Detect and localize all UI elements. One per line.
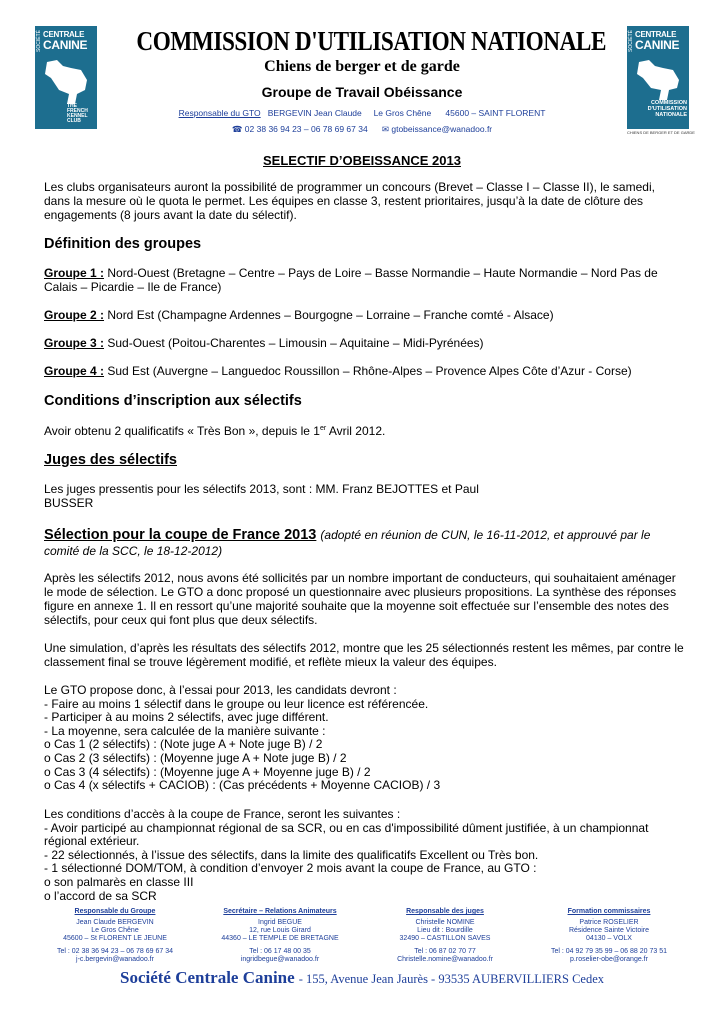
responsible-place: Le Gros Chêne	[373, 108, 432, 118]
dog-silhouette-icon	[633, 60, 683, 100]
footer-contact-secretary: Secrétaire – Relations Animateurs Ingrid BEGUE 12, rue Louis Girard 44360 – LE TEMPLE DE BRETAGNE Tel : 06 17 48 00 35 ingridbegue@wanadoo.fr	[195, 908, 365, 964]
header-subtitle: Chiens de berger et de garde	[264, 58, 460, 75]
logo-cun-text: COMMISSION D'UTILISATION NATIONALE	[647, 100, 687, 118]
logo-brand: CENTRALE CANINE	[43, 30, 88, 52]
group-3-line	[44, 336, 684, 350]
section-selection-title: Sélection pour la coupe de France 2013 (adopté en réunion de CUN, le 16-11-2012, et approuvé par le	[44, 527, 651, 543]
group-3-label: Groupe 3 :	[44, 336, 105, 350]
header-contact	[100, 124, 624, 135]
logo-subtitle: CHIENS DE BERGER ET DE GARDE	[627, 130, 695, 135]
intro-paragraph: Les clubs organisateurs auront la possibilité de programmer un concours (Brevet – Classe I – Classe II), le samedi, dans la mesure où le quota le permet. Les équipes en classe 3, restent prioritaires, jusqu’à la date de clôture des engagements (8 jours avant la date du sélectif).	[44, 180, 655, 222]
header-responsible	[100, 108, 624, 118]
group-4-line	[44, 364, 684, 378]
selection-note: (adopté en réunion de CUN, le 16-11-2012, et approuvé par le	[320, 528, 651, 542]
group-1-text: Nord-Ouest (Bretagne – Centre – Pays de Loire – Basse Normandie – Haute Normandie – Nord Pas de Calais – Picardie – Ile de France)	[44, 266, 658, 294]
email-link[interactable]: ✉ gtobeissance@wanadoo.fr	[381, 124, 493, 134]
responsible-label: Responsable du GTO	[178, 108, 261, 118]
group-2-text: Nord Est (Champagne Ardennes – Bourgogne – Lorraine – Franche comté - Alsace)	[104, 308, 554, 322]
responsible-name: BERGEVIN Jean Claude	[267, 108, 362, 118]
section-definition-title: Définition des groupes	[44, 236, 202, 252]
footer-contact-training: Formation commissaires Patrice ROSELIER Résidence Sainte Victoire 04130 – VOLX Tel : 04 92 79 35 99 – 06 88 20 73 51 p.roselier-obe@orange.fr	[524, 908, 694, 964]
section-conditions-title: Conditions d’inscription aux sélectifs	[44, 393, 302, 409]
judges-text: Les juges pressentis pour les sélectifs 2013, sont : MM. Franz BEJOTTES et Paul BUSSER	[44, 482, 479, 510]
access-conditions-list: Les conditions d’accès à la coupe de France, seront les suivantes : - Avoir participé au championnat régional de sa SCR, ou en cas d'impossibilité dûment justifiée, à un championnat régional extérieur. - 22 sélectionnés, à l’issue des sélectifs, dans la limite des qualificatifs Excellent ou Très bon. - 1 sélectionné DOM/TOM, à condition d’envoyer 2 mois avant la coupe de France, au GTO : o son palmarès en classe III o l’accord de sa SCR	[44, 807, 649, 903]
selection-note-continued: comité de la SCC, le 18-12-2012)	[44, 544, 223, 558]
footer-email-link[interactable]: p.roselier-obe@orange.fr	[570, 956, 648, 963]
responsible-city: 45600 – SAINT FLORENT	[445, 108, 546, 118]
footer-contact-judges: Responsable des juges Christelle NOMINE Lieu dit : Bourdille 32490 – CASTILLON SAVES Tel : 06 87 02 70 77 Christelle.nomine@wanadoo.fr	[360, 908, 530, 964]
group-1-line	[44, 266, 684, 294]
logo-club-text: THE FRENCH KENNEL CLUB	[67, 103, 88, 124]
group-2-label: Groupe 2 :	[44, 308, 105, 322]
header-title: COMMISSION D'UTILISATION NATIONALE	[136, 26, 607, 56]
header-group: Groupe de Travail Obéissance	[261, 84, 463, 100]
proposal-list: Le GTO propose donc, à l’essai pour 2013, les candidats devront : - Faire au moins 1 sélectif dans le groupe ou leur licence est référencée. - Participer à au moins 2 sélectifs, avec juge différent. - La moyenne, sera calculée de la manière suivante : o Cas 1 (2 sélectifs) : (Note juge A + Note juge B) / 2 o Cas 2 (3 sélectifs) : (Moyenne juge A + Note juge B) / 2 o Cas 3 (4 sélectifs) : (Moyenne juge A + Moyenne juge B) / 2 o Cas 4 (x sélectifs + CACIOB) : (Cas précédents + Moyenne CACIOB) / 3	[44, 683, 441, 793]
group-1-label: Groupe 1 :	[44, 266, 105, 280]
paragraph-simulation: Une simulation, d’après les résultats des sélectifs 2012, montre que les 25 sélectionnés restent les mêmes, par contre le classement final se trouve légèrement modifié, et reflète mieux la valeur des équipes.	[44, 641, 684, 669]
group-2-line	[44, 308, 684, 322]
scc-logo-left	[35, 26, 97, 132]
phone-text: ☎ 02 38 36 94 23 – 06 78 69 67 34	[231, 124, 368, 134]
group-4-text: Sud Est (Auvergne – Languedoc Roussillon – Rhône-Alpes – Provence Alpes Côte d’Azur - Corse)	[104, 364, 632, 378]
logo-brand: CENTRALE CANINE	[635, 30, 680, 52]
society-address: - 155, Avenue Jean Jaurès - 93535 AUBERVILLIERS Cedex	[298, 972, 604, 986]
group-4-label: Groupe 4 :	[44, 364, 105, 378]
footer-society-address	[100, 968, 624, 988]
section-judges-title: Juges des sélectifs	[44, 452, 177, 468]
logo-vertical-text: SOCIÉTÉ	[36, 30, 42, 52]
footer-contact-responsible: Responsable du Groupe Jean Claude BERGEVIN Le Gros Chêne 45600 – St FLORENT LE JEUNE Tel : 02 38 36 94 23 – 06 78 69 67 34 j-c.bergevin@wanadoo.fr	[30, 908, 200, 964]
footer-email-link[interactable]: ingridbegue@wanadoo.fr	[240, 956, 320, 963]
group-3-text: Sud-Ouest (Poitou-Charentes – Limousin – Aquitaine – Midi-Pyrénées)	[104, 336, 484, 350]
footer-email-link[interactable]: j-c.bergevin@wanadoo.fr	[76, 956, 154, 963]
paragraph-after-selectifs: Après les sélectifs 2012, nous avons été sollicités par un nombre important de conducteurs, qui souhaitaient aménager le mode de sélection. Le GTO a donc proposé un questionnaire avec plusieurs propositions. La synthèse des réponses figure en annexe 1. Il en ressort qu’une majorité souhaite que la moyenne soit effectuée sur l’ensemble des notes des sélectifs, pour ceux qui font plus que deux sélectifs.	[44, 571, 677, 627]
document-title: SELECTIF D’OBEISSANCE 2013	[263, 153, 461, 168]
logo-vertical-text: SOCIÉTÉ	[628, 30, 634, 52]
society-name: Société Centrale Canine	[120, 968, 295, 987]
conditions-text: Avoir obtenu 2 qualificatifs « Très Bon », depuis le 1er Avril 2012.	[44, 424, 386, 438]
cun-logo-right	[627, 26, 695, 135]
footer-email-link[interactable]: Christelle.nomine@wanadoo.fr	[397, 956, 493, 963]
dog-silhouette-icon	[41, 60, 91, 104]
